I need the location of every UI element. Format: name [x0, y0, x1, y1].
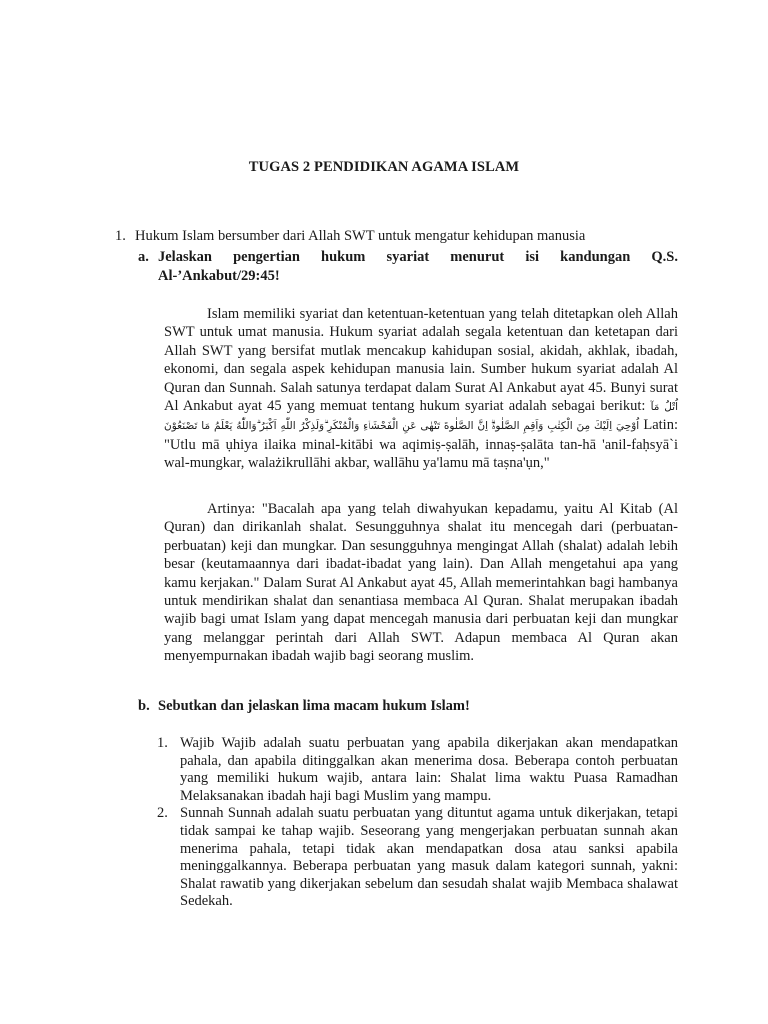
- list-item-number: 1.: [157, 735, 168, 751]
- question-a-text: Jelaskan pengertian hukum syariat menurut isi kandungan Q.S. Al-’Ankabut/29:45!: [158, 249, 678, 284]
- latin-transliteration: Latin: "Utlu mā ụhiya ilaika minal-kitābi wa aqimiṣ-ṣalāh, innaṣ-ṣalāta tan-hā 'anil-faḥsyā`i wal-mungkar, walażikrullāhi akbar, wallāhu ya'lamu mā taṣna'ụn,": [164, 417, 678, 472]
- question-a: [138, 248, 678, 286]
- list-item: [157, 735, 678, 805]
- list-item-number: 2.: [157, 805, 168, 822]
- question-1-number: 1.: [115, 228, 126, 244]
- document-title: TUGAS 2 PENDIDIKAN AGAMA ISLAM: [248, 159, 520, 175]
- list-item-text: Wajib Wajib adalah suatu perbuatan yang apabila dikerjakan akan mendapatkan pahala, dan apabila ditinggalkan akan menerima dosa. Beberapa contoh perbuatan yang memiliki hukum wajib, antara lain: Shalat lima waktu Puasa Ramadhan Melaksanakan ibadah haji bagi Muslim yang mampu.: [180, 735, 678, 804]
- question-a-label: a.: [138, 249, 149, 265]
- answer-a-intro: Islam memiliki syariat dan ketentuan-ketentuan yang telah ditetapkan oleh Allah SWT untuk umat manusia. Hukum syariat adalah segala ketentuan dan ketetapan dari Allah SWT yang bersifat mutlak mencakup kahidupan sosial, akidah, akhlak, ibadah, ekonomi, dan segala aspek kehidupan manusia lain. Sumber hukum syariat adalah Al Quran dan Sunnah. Salah satunya terdapat dalam Surat Al Ankabut ayat 45. Bunyi surat Al Ankabut ayat 45 yang memuat tentang hukum syariat adalah sebagai berikut:: [164, 306, 678, 415]
- question-b: [138, 698, 470, 715]
- list-item: [157, 805, 678, 911]
- list-item-text: Sunnah Sunnah adalah suatu perbuatan yang dituntut agama untuk dikerjakan, tetapi tidak sampai ke tahap wajib. Seseorang yang mengerjakan perbuatan sunnah akan menerima pahala, tetapi tidak akan mendapatkan dosa atau sanksi apabila meninggalkannya. Beberapa perbuatan yang masuk dalam kategori sunnah, yakni: Shalat rawatib yang dikerjakan sebelum dan sesudah shalat wajib Membaca shalawat Sedekah.: [180, 805, 678, 910]
- question-1-text: Hukum Islam bersumber dari Allah SWT untuk mengatur kehidupan manusia: [135, 228, 586, 244]
- answer-a-translation: Artinya: "Bacalah apa yang telah diwahyukan kepadamu, yaitu Al Kitab (Al Quran) dan dirikanlah shalat. Sesungguhnya shalat itu mencegah dari (perbuatan-perbuatan) keji dan mungkar. Dan sesungguhnya mengingat Allah (shalat) adalah lebih besar (keutamaannya dari ibadat-ibadat yang lain). Dan Allah mengetahui apa yang kamu kerjakan." Dalam Surat Al Ankabut ayat 45, Allah memerintahkan bagi hambanya untuk mendirikan shalat dan senantiasa membaca Al Quran. Shalat merupakan ibadah wajib bagi umat Islam yang dapat mencegah manusia dari perbuatan keji dan mungkar yang melanggar perintah dari Allah SWT. Adapun membaca Al Quran akan menyempurnakan ibadah wajib bagi seorang muslim.: [164, 501, 678, 665]
- question-1: [115, 228, 585, 245]
- answer-a-translation-paragraph: [164, 500, 678, 666]
- arabic-verse: اُتْلُ مَآ اُوْحِيَ اِلَيْكَ مِنَ الْكِتٰبِ وَاَقِمِ الصَّلٰوةَۗ اِنَّ الصَّلٰوةَ تَنْهٰى عَنِ الْفَحْشَاۤءِ وَالْمُنْكَرِ ۗوَلَذِكْرُ اللّٰهِ اَكْبَرُ ۗوَاللّٰهُ يَعْلَمُ مَا تَصْنَعُوْنَ: [164, 401, 679, 433]
- answer-a-paragraph: [164, 305, 678, 473]
- question-b-text: Sebutkan dan jelaskan lima macam hukum Islam!: [158, 698, 470, 714]
- question-b-label: b.: [138, 698, 150, 714]
- hukum-list: [157, 735, 678, 911]
